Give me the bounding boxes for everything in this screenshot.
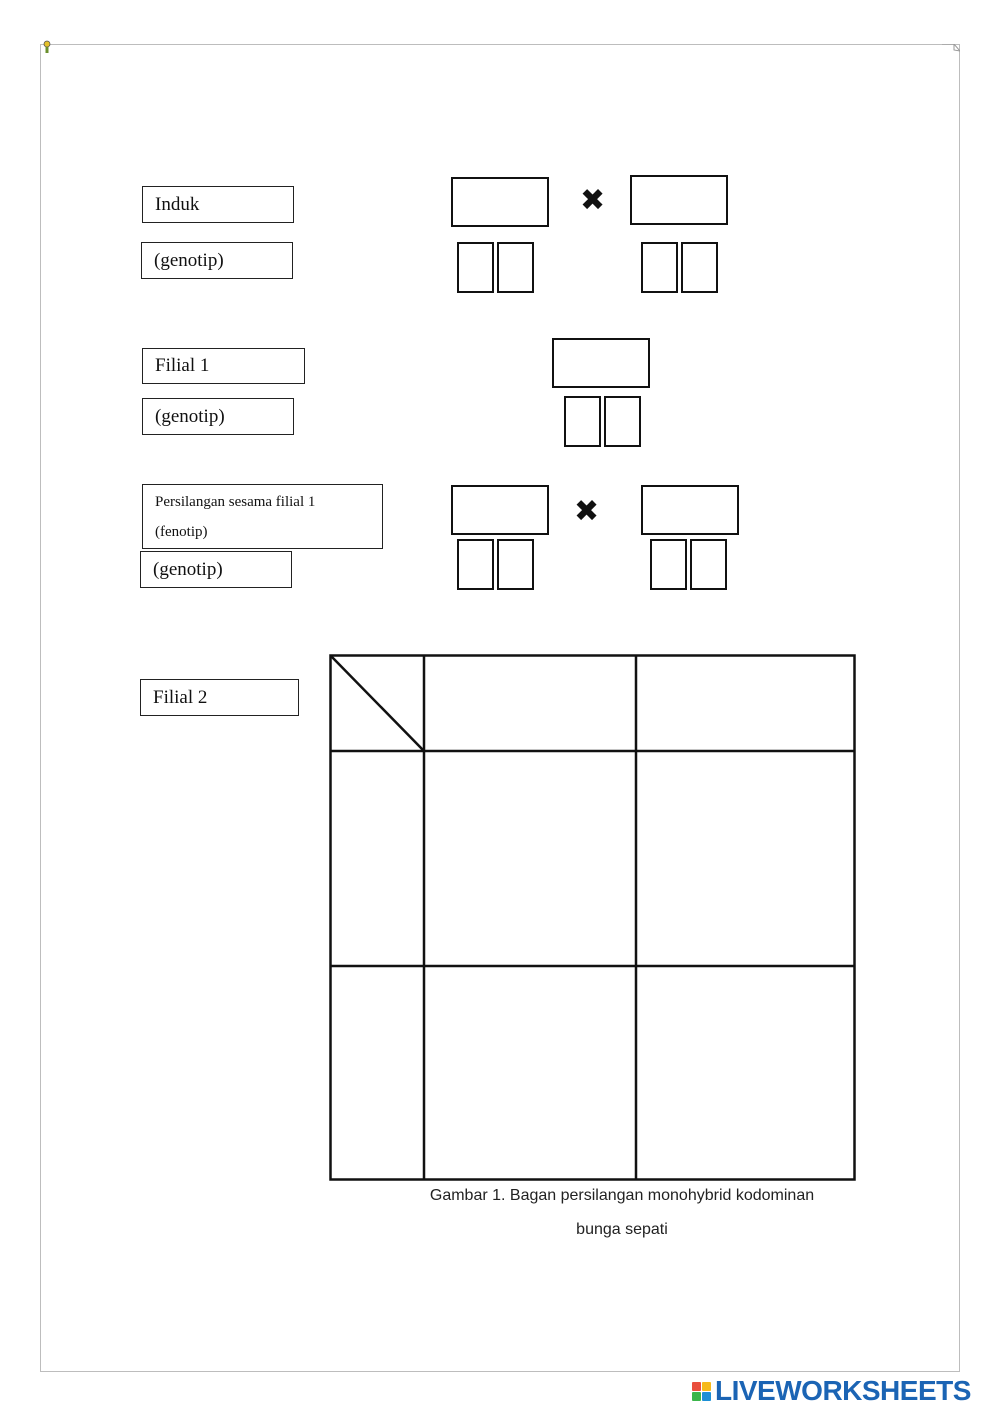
persilangan-fenotip-input-left[interactable]	[451, 485, 549, 535]
persilangan-text: Persilangan sesama filial 1	[155, 493, 316, 510]
filial1-genotip-label	[142, 398, 294, 435]
logo-square	[692, 1382, 701, 1391]
induk-fenotip-input-left[interactable]	[451, 177, 549, 227]
genotip-text: (genotip)	[154, 249, 224, 271]
induk-allele-input[interactable]	[641, 242, 678, 293]
persilangan-genotip-label	[140, 551, 292, 588]
induk-allele-input[interactable]	[497, 242, 534, 293]
persilangan-allele-input[interactable]	[650, 539, 687, 590]
punnett-header-cell-2[interactable]	[638, 657, 853, 749]
filial1-label	[142, 348, 305, 384]
filial1-allele-input[interactable]	[604, 396, 641, 447]
logo-square	[702, 1382, 711, 1391]
persilangan-fenotip-input-right[interactable]	[641, 485, 739, 535]
punnett-side-cell-2[interactable]	[332, 968, 422, 1178]
filial1-fenotip-input[interactable]	[552, 338, 650, 388]
persilangan-allele-input[interactable]	[690, 539, 727, 590]
filial2-label	[140, 679, 299, 716]
punnett-result-cell[interactable]	[638, 968, 853, 1178]
genotip-text: (genotip)	[155, 405, 225, 427]
genotip-text: (genotip)	[153, 558, 223, 580]
persilangan-allele-input[interactable]	[457, 539, 494, 590]
induk-label	[142, 186, 294, 223]
punnett-result-cell[interactable]	[426, 753, 634, 964]
punnett-result-cell[interactable]	[426, 968, 634, 1178]
punnett-result-cell[interactable]	[638, 753, 853, 964]
logo-square	[692, 1392, 701, 1401]
persilangan-allele-input[interactable]	[497, 539, 534, 590]
punnett-diagonal	[331, 656, 425, 752]
figure-caption-line1: Gambar 1. Bagan persilangan monohybrid kodominan	[429, 1187, 815, 1204]
filial2-text: Filial 2	[153, 686, 208, 708]
filial1-allele-input[interactable]	[564, 396, 601, 447]
punnett-square	[329, 654, 857, 1182]
page-fold-icon	[942, 44, 960, 58]
cross-icon: ✖	[580, 183, 606, 218]
cross-icon: ✖	[574, 494, 600, 529]
filial1-text: Filial 1	[155, 355, 210, 376]
logo-square	[702, 1392, 711, 1401]
punnett-header-cell-1[interactable]	[426, 657, 634, 749]
induk-fenotip-input-right[interactable]	[630, 175, 728, 225]
induk-text: Induk	[155, 193, 200, 215]
liveworksheets-logo-icon	[692, 1382, 711, 1401]
persilangan-label	[142, 484, 383, 549]
fenotip-text: (fenotip)	[155, 523, 208, 540]
pin-icon	[42, 40, 52, 54]
punnett-side-cell-1[interactable]	[332, 753, 422, 964]
induk-allele-input[interactable]	[457, 242, 494, 293]
figure-caption-line2: bunga sepati	[576, 1221, 668, 1238]
brand-name: LIVEWORKSHEETS	[715, 1375, 971, 1406]
induk-allele-input[interactable]	[681, 242, 718, 293]
liveworksheets-brand	[692, 1376, 971, 1406]
induk-genotip-label	[141, 242, 293, 279]
